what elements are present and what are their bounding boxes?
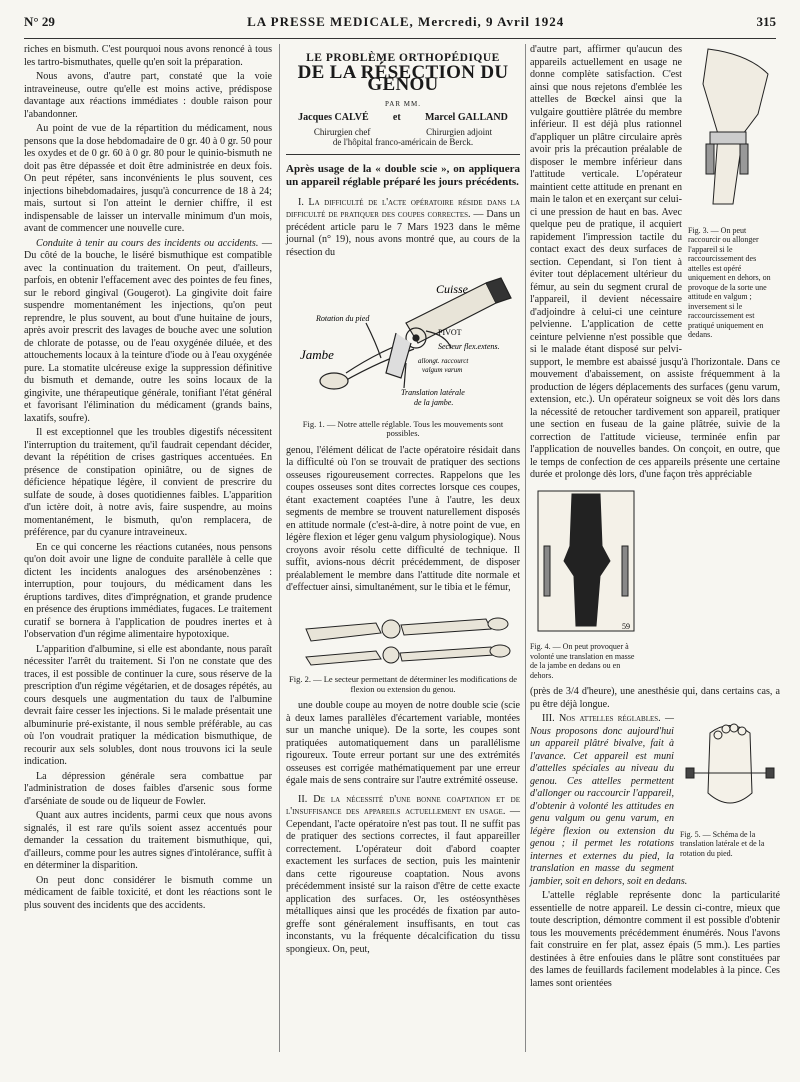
journal-title: LA PRESSE MEDICALE, Mercredi, 9 Avril 1924 — [247, 14, 565, 29]
paragraph: (près de 3/4 d'heure), une anesthésie qui, dans certains cas, a pu être déjà longue. — [530, 686, 780, 710]
paragraph: une double coupe au moyen de notre double scie (scie à deux lames parallèles d'écartement variable, montées sur un manche unique). De la sorte, les coupes sont pratiquées automatiquement dans un parallélisme rigoureux. Toute erreur portant sur une des extrémités osseuses est corrigée mathématiquement par une erreur égale mais de sens contraire sur l'autre extrémité osseuse. — [286, 700, 520, 786]
affiliation-hospital: de l'hôpital franco-américain de Berck. — [332, 137, 474, 147]
paragraph-text: — Du côté de la bouche, le liséré bismuthique est compatible avec la continuation du traitement. On peut, d'ailleurs, parfois, en obtenir l'effacement avec des pointes de feu fines, sur le rebord gingival (Gougerot). La gingivite doit faire suspendre momentanément les injections, qu'on peut reprendre, le plus souvent, au bout d'une huitaine de jours, après avoir prescrit des lavages de bouche avec une solution de chlorate de potasse, ou de l'eau oxygénée diluée, et des attouchements locaux à la teinture d'iode ou à l'eau oxygénée pure. La stomatite ulcéreuse exige la suppression définitive du bismuth et demande, outre les soins locaux de la gingivite, une thérapeutique générale, tonifiant l'état général et favorisant l'élimination du médicament (grands bains, laxatifs, soufre). — [24, 237, 272, 424]
paragraph: Quant aux autres incidents, parmi ceux que nous avons signalés, il est rare qu'ils soient assez accentués pour demander la cessation du traitement bismuthique, qui, d'ailleurs, comme pour les autres signes d'intolérance, suffit à en déterminer la disparition. — [24, 810, 272, 871]
label-pivot: PIVOT — [438, 328, 462, 337]
article-title-line2: DE LA RÉSECTION DU GENOU — [297, 61, 509, 95]
paragraph: Il est exceptionnel que les troubles digestifs nécessitent l'interruption du traitement, qu'il faudrait cependant décider, devant la répétition de crises gastriques accentuées. En présence de constipation opiniâtre, ou de signes de déficience hépatique légère, il convient de prescrire du sulfate de soude, à doses quotidiennes faibles. L'apparition d'un ictère doit, à notre avis, faire suspendre, au moins momentanément, le bismuth, qu'on remplacera, de préférence, par du cyanure intraveineux. — [24, 427, 272, 538]
foot-schema — [680, 713, 780, 823]
affiliation-2: Chirurgien adjoint — [426, 126, 493, 137]
author-et: et — [392, 112, 401, 123]
paragraph: On peut donc considérer le bismuth comme un médicament de faible toxicité, et dont les réactions sont le plus souvent des incidents que des accidents. — [24, 874, 272, 911]
column-1 — [24, 44, 272, 914]
label-jambe: Jambe — [300, 347, 334, 362]
section-heading: III. Nos attelles réglables. — [542, 713, 661, 724]
figure-3-caption: Fig. 3. — On peut raccourcir ou allonger l'appareil si le raccourcissement des attelles est opéré uniquement en dehors, on provoque de la sorte une attitude en valgum ; inversement si le raccourcissement est pratiqué uniquement en dedans. — [688, 225, 771, 339]
label-cuisse: Cuisse — [436, 282, 469, 296]
paragraph — [24, 238, 272, 426]
subheading: Conduite à tenir au cours des incidents ou accidents. — [36, 237, 259, 249]
figure-4-caption: Fig. 4. — On peut provoquer à volonté une translation en masse de la jambe en dedans ou en dehors. — [530, 642, 635, 680]
paragraph: En ce qui concerne les réactions cutanées, nous pensons qu'on doit avoir une ligne de conduite parallèle à celle que dictent les incidents analogues des arsénobenzènes : interruption, pour toujours, du médicament dans les éruptions tardives, dites d'imprégnation, et grande prudence en présence des éruptions immédiates, fugaces. Le traitement curatif se bornera à l'application de poudres inertes et à l'observation d'un régime alimentaire hypotoxique. — [24, 541, 272, 640]
figure-2 — [286, 599, 520, 695]
paragraph: Au point de vue de la répartition du médicament, nous pensons que la dose hebdomadaire de 0 gr. 40 à 0 gr. 50 pour les oxydes et de 0 gr. 60 à 0 gr. 80 pour le quinio-bismuth ne doit pas être dépassée et doit être administrée en deux fois. On peut répéter, sans inconvénients le plus souvent, ces injections bihebdomadaires, jusqu'à concurrence de 18 à 24; mais, surtout si l'on atteint le dernier chiffre, il est indispensable de laisser un intervalle minimum d'un mois, avant de commencer une nouvelle cure. — [24, 123, 272, 234]
splint-diagram — [286, 263, 520, 413]
translation-diagram — [530, 486, 642, 636]
paragraph: L'attelle réglable représente donc la particularité essentielle de notre appareil. Le dessin ci-contre, mieux que toute description, démontre comment il est possible d'obtenir tous les mouvements précédemment énumérés. Nous l'avons fait construire en fer plat, assez épais (5 mm.). Les parties destinées à être enfouies dans le plâtre sont constituées par des lames de feuillards facilement modelables à la pince. Ces lames sont orientées — [530, 890, 780, 989]
author-1: Jacques CALVÉ — [298, 112, 369, 123]
paragraph: d'autre part, affirmer qu'aucun des appareils actuellement en usage ne donne complète satisfaction. C'est ainsi que nous rejetons d'emblée les attelles de Bœckel ainsi que la vulgaire gouttière plâtrée du membre inférieur. Il est déjà plus rationnel d'appliquer un plâtre circulaire après avoir pris la précaution préalable de disposer le membre inférieur dans l'attitude verticale. L'opérateur maintient cette attitude en prenant en main le talon et en exerçant sur celui-ci une pression de haut en bas. Avec quelque peu de pratique, il acquiert rapidement l'impression tactile du contact exact des deux surfaces de section. Cependant, si l'on tient à éviter tout déplacement ultérieur du fémur, au sein du segment crural de l'appareil, il devient nécessaire d'adjoindre à celui-ci une ceinture pelvienne. L'application de cette ceinture pelvienne n'est possible que si le malade étant disposé sur pelvi-support, le membre est abaissé jusqu'à l'horizontale. Dans ce mouvement d'abaissement, on assiste fréquemment à la production de légers déplacements des surfaces (genu varum, extension, etc.). Un opérateur soigneux se voit dès lors dans la nécessité de retoucher tardivement son appareil, pratiquer une section en fuseau de la gaine plâtrée, suivie de la correction de l'attitude vicieuse, terminée enfin par l'application de nouvelles bandes. On conçoit, en outre, que le temps de confection de ces appareils présente une certaine durée et prolonge dès lors, d'une façon très appréciable — [530, 44, 780, 480]
label-dela: de la jambe. — [414, 398, 454, 407]
affiliations — [286, 127, 520, 138]
page-number: 315 — [756, 14, 776, 29]
plaster-leg-drawing — [688, 44, 780, 219]
authors — [286, 112, 520, 125]
paragraph — [286, 197, 520, 260]
article-title-block — [286, 52, 520, 155]
paragraph: L'apparition d'albumine, si elle est abondante, nous paraît nécessiter l'arrêt du traitement. Si l'on ne constate que des traces, il est possible de continuer la cure, sous réserve de la prescription d'un régime végétarien, et de dosages répétés, au cours desquels une augmentation du taux de l'albumine devrait faire cesser les injections. Si le malade présentait une albuminurie pré-existante, il nous semble préférable, au cas où l'on voudrait pratiquer la médication bismuthique, de recourir aux sels solubles, dont nous trouvons ici la seule indication. — [24, 643, 272, 767]
paragraph: riches en bismuth. C'est pourquoi nous avons renoncé à tous les tartro-bismuthates, quelle qu'en soit la préparation. — [24, 44, 272, 68]
figure-1-caption: Fig. 1. — Notre attelle réglable. Tous les mouvements sont possibles. — [302, 418, 504, 438]
figure-5-caption: Fig. 5. — Schéma de la translation latérale et de la rotation du pied. — [680, 829, 765, 858]
byline-par: PAR MM. — [385, 99, 421, 108]
lead-paragraph: Après usage de la « double scie », on appliquera un appareil réglable préparé les jours précédents. — [286, 162, 520, 188]
issue-number: N° 29 — [24, 14, 55, 29]
paragraph: La dépression générale sera combattue par l'administration de doses faibles d'arsenic sous forme d'arséniate de soude ou de liqueur de Fowler. — [24, 770, 272, 807]
figure-4-mark: 59 — [622, 621, 630, 631]
paragraph: genou, l'élément délicat de l'acte opératoire résidait dans la difficulté où l'on se trouvait de pratiquer des sections osseuses rigoureusement correctes. Rappelons que les coupes osseuses sont dites correctes lorsque ces coupes, étant exactement coaptées l'une à l'autre, les deux segments de membre se trouvent naturellement disposés en attitude normale (c'est-à-dire, à notre point de vue, en légère flexion et léger genu valgum physiologique). Nous croyons avoir résolu cette difficulté de technique. Il suffit, avions-nous décrit précédemment, de disposer préalablement le membre dans l'attitude dite normale et d'effectuer ainsi, simultanément, sur le tibia et le fémur, — [286, 444, 520, 593]
paragraph-text: — Nous proposons donc aujourd'hui un appareil plâtré bivalve, fait à l'avance. Cet appareil est muni d'attelles spéciales au niveau du genou. Ces attelles permettent d'allonger ou raccourcir l'appareil, d'obtenir à volonté les attitudes en genu valgum ou genu varum, en légère flexion ou extension du genou ; il permet les rotations internes et externes du pied, la translation en masse du segment jambier, soit en dehors, soit en dedans. — [530, 713, 688, 887]
figure-1 — [286, 263, 520, 439]
paragraph — [286, 794, 520, 957]
label-translation: Translation latérale — [401, 388, 465, 397]
paragraph-text: — Dans un précédent article paru le 7 Mars 1923 dans le même journal (n° 19), nous avons montré que, au cours de la résection du — [286, 209, 521, 258]
affiliation-1: Chirurgien chef — [313, 126, 371, 137]
column-divider — [279, 44, 280, 1052]
figure-2-caption: Fig. 2. — Le secteur permettant de déterminer les modifications de flexion ou extension du genou. — [288, 674, 517, 694]
author-2: Marcel GALLAND — [424, 112, 508, 123]
figure-3 — [688, 44, 780, 346]
column-3 — [530, 44, 780, 992]
section-heading: I. La difficulté de l'acte opératoire réside dans la difficulté de pratiquer des coupes correctes. — [286, 196, 520, 220]
column-divider — [525, 44, 526, 1052]
figure-5 — [680, 713, 780, 864]
label-valgum: valgum varum — [422, 366, 463, 374]
section-heading: II. De la nécessité d'une bonne coaptation et de l'insuffisance des appareils actuellement en usage. — [286, 793, 520, 817]
sector-diagram — [286, 599, 520, 669]
paragraph: Nous avons, d'autre part, constaté que la voie intraveineuse, outre qu'elle est moins active, prédispose davantage aux réactions immédiates : double raison pour l'abandonner. — [24, 71, 272, 120]
article-title-line1: LE PROBLÈME ORTHOPÉDIQUE — [306, 52, 500, 64]
column-2 — [286, 44, 520, 958]
page-header — [24, 14, 776, 36]
figure-4-block — [530, 486, 642, 681]
paragraph-text: — Cependant, l'acte opératoire n'est pas tout. Il ne suffit pas de pratiquer des sections correctes, il faut appareiller correctement. L'opérateur doit d'abord coapter exactement les surfaces de section, puis les maintenir dans cette rigoureuse coaptation. Nous avons précédemment insisté sur la raison d'être de cette exacte application des surfaces. Or, les ostéosynthèses métalliques ainsi que les procédés de fixation par auto-greffe sont généralement insuffisants, en tout cas inconstants, vu la fréquente décalcification du tissu spongieux. On, peut, — [286, 806, 520, 955]
header-rule — [24, 38, 776, 39]
label-allong: allongt. raccourct — [418, 357, 469, 365]
label-secteur: Secteur flex.extens. — [438, 342, 500, 351]
label-rotation: Rotation du pied — [316, 314, 370, 323]
